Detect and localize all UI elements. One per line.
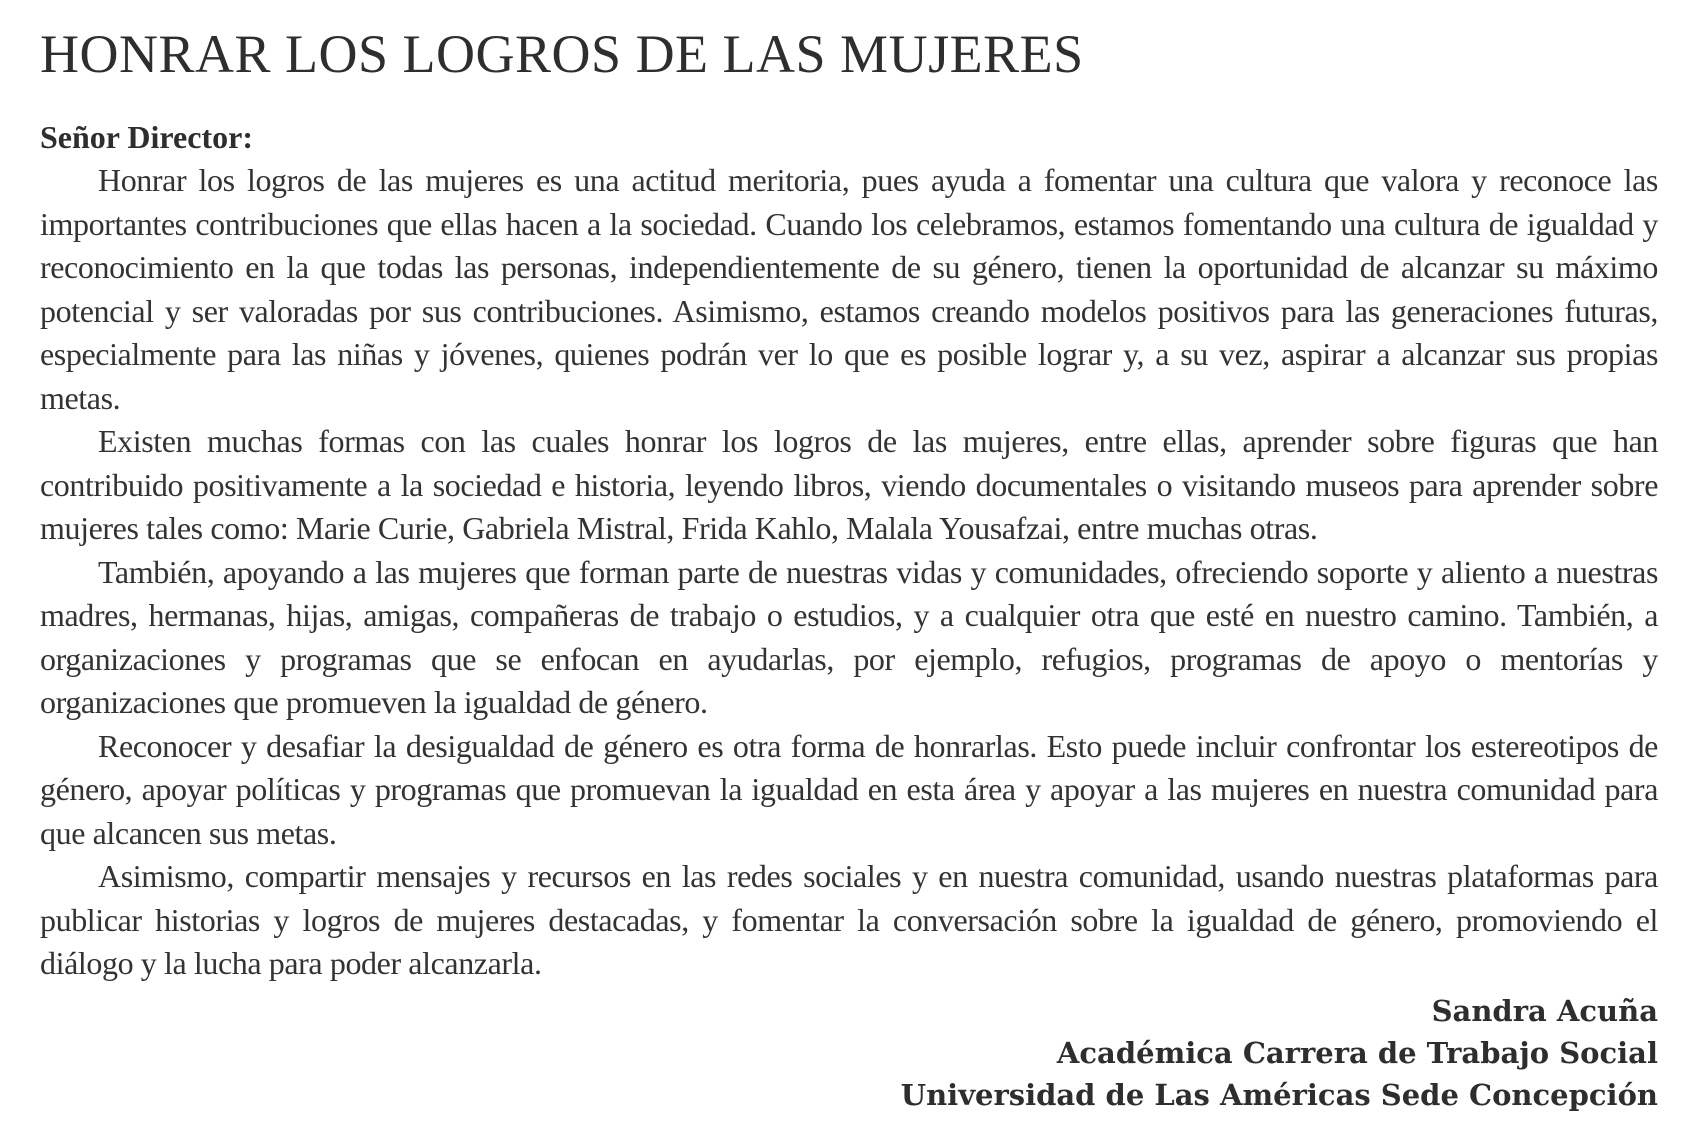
author-institution: Universidad de Las Américas Sede Concepción — [900, 1077, 1658, 1112]
paragraph: Reconocer y desafiar la desigualdad de género es otra forma de honrarlas. Esto puede incluir confrontar los estereotipos de género, apoyar políticas y programas que promuevan la igualdad en esta área y apoyar a las mujeres en nuestra comunidad para que alcancen sus metas. — [40, 727, 1658, 851]
signature-block — [40, 990, 1658, 1116]
paragraph: Asimismo, compartir mensajes y recursos en las redes sociales y en nuestra comunidad, usando nuestras plataformas para publicar historias y logros de mujeres destacadas, y fomentar la conversación sobre la igualdad de género, promoviendo el diálogo y la lucha para poder alcanzarla. — [40, 858, 1658, 981]
paragraph: Existen muchas formas con las cuales honrar los logros de las mujeres, entre ellas, aprender sobre figuras que han contribuido positivamente a la sociedad e historia, leyendo libros, viendo documentales o visitando museos para aprender sobre mujeres tales como: Marie Curie, Gabriela Mistral, Frida Kahlo, Malala Yousafzai, entre muchas otras. — [40, 423, 1658, 546]
author-role: Académica Carrera de Trabajo Social — [1056, 1035, 1658, 1070]
letter-body — [40, 159, 1658, 986]
letter-title: HONRAR LOS LOGROS DE LAS MUJERES — [40, 24, 1084, 84]
paragraph: También, apoyando a las mujeres que forman parte de nuestras vidas y comunidades, ofreciendo soporte y aliento a nuestras madres, hermanas, hijas, amigas, compañeras de trabajo o estudios, y a cualquier otra que esté en nuestro camino. También, a organizaciones y programas que se enfocan en ayudarlas, por ejemplo, refugios, programas de apoyo o mentorías y organizaciones que promueven la igualdad de género. — [40, 553, 1658, 720]
paragraph: Honrar los logros de las mujeres es una actitud meritoria, pues ayuda a fomentar una cultura que valora y reconoce las importantes contribuciones que ellas hacen a la sociedad. Cuando los celebramos, estamos fomentando una cultura de igualdad y reconocimiento en la que todas las personas, independientemente de su género, tienen la oportunidad de alcanzar su máximo potencial y ser valoradas por sus contribuciones. Asimismo, estamos creando modelos positivos para las generaciones futuras, especialmente para las niñas y jóvenes, quienes podrán ver lo que es posible lograr y, a su vez, aspirar a alcanzar sus propias metas. — [40, 162, 1658, 416]
author-name: Sandra Acuña — [1431, 993, 1658, 1028]
salutation: Señor Director: — [40, 119, 253, 155]
letter-page — [40, 22, 1658, 1116]
